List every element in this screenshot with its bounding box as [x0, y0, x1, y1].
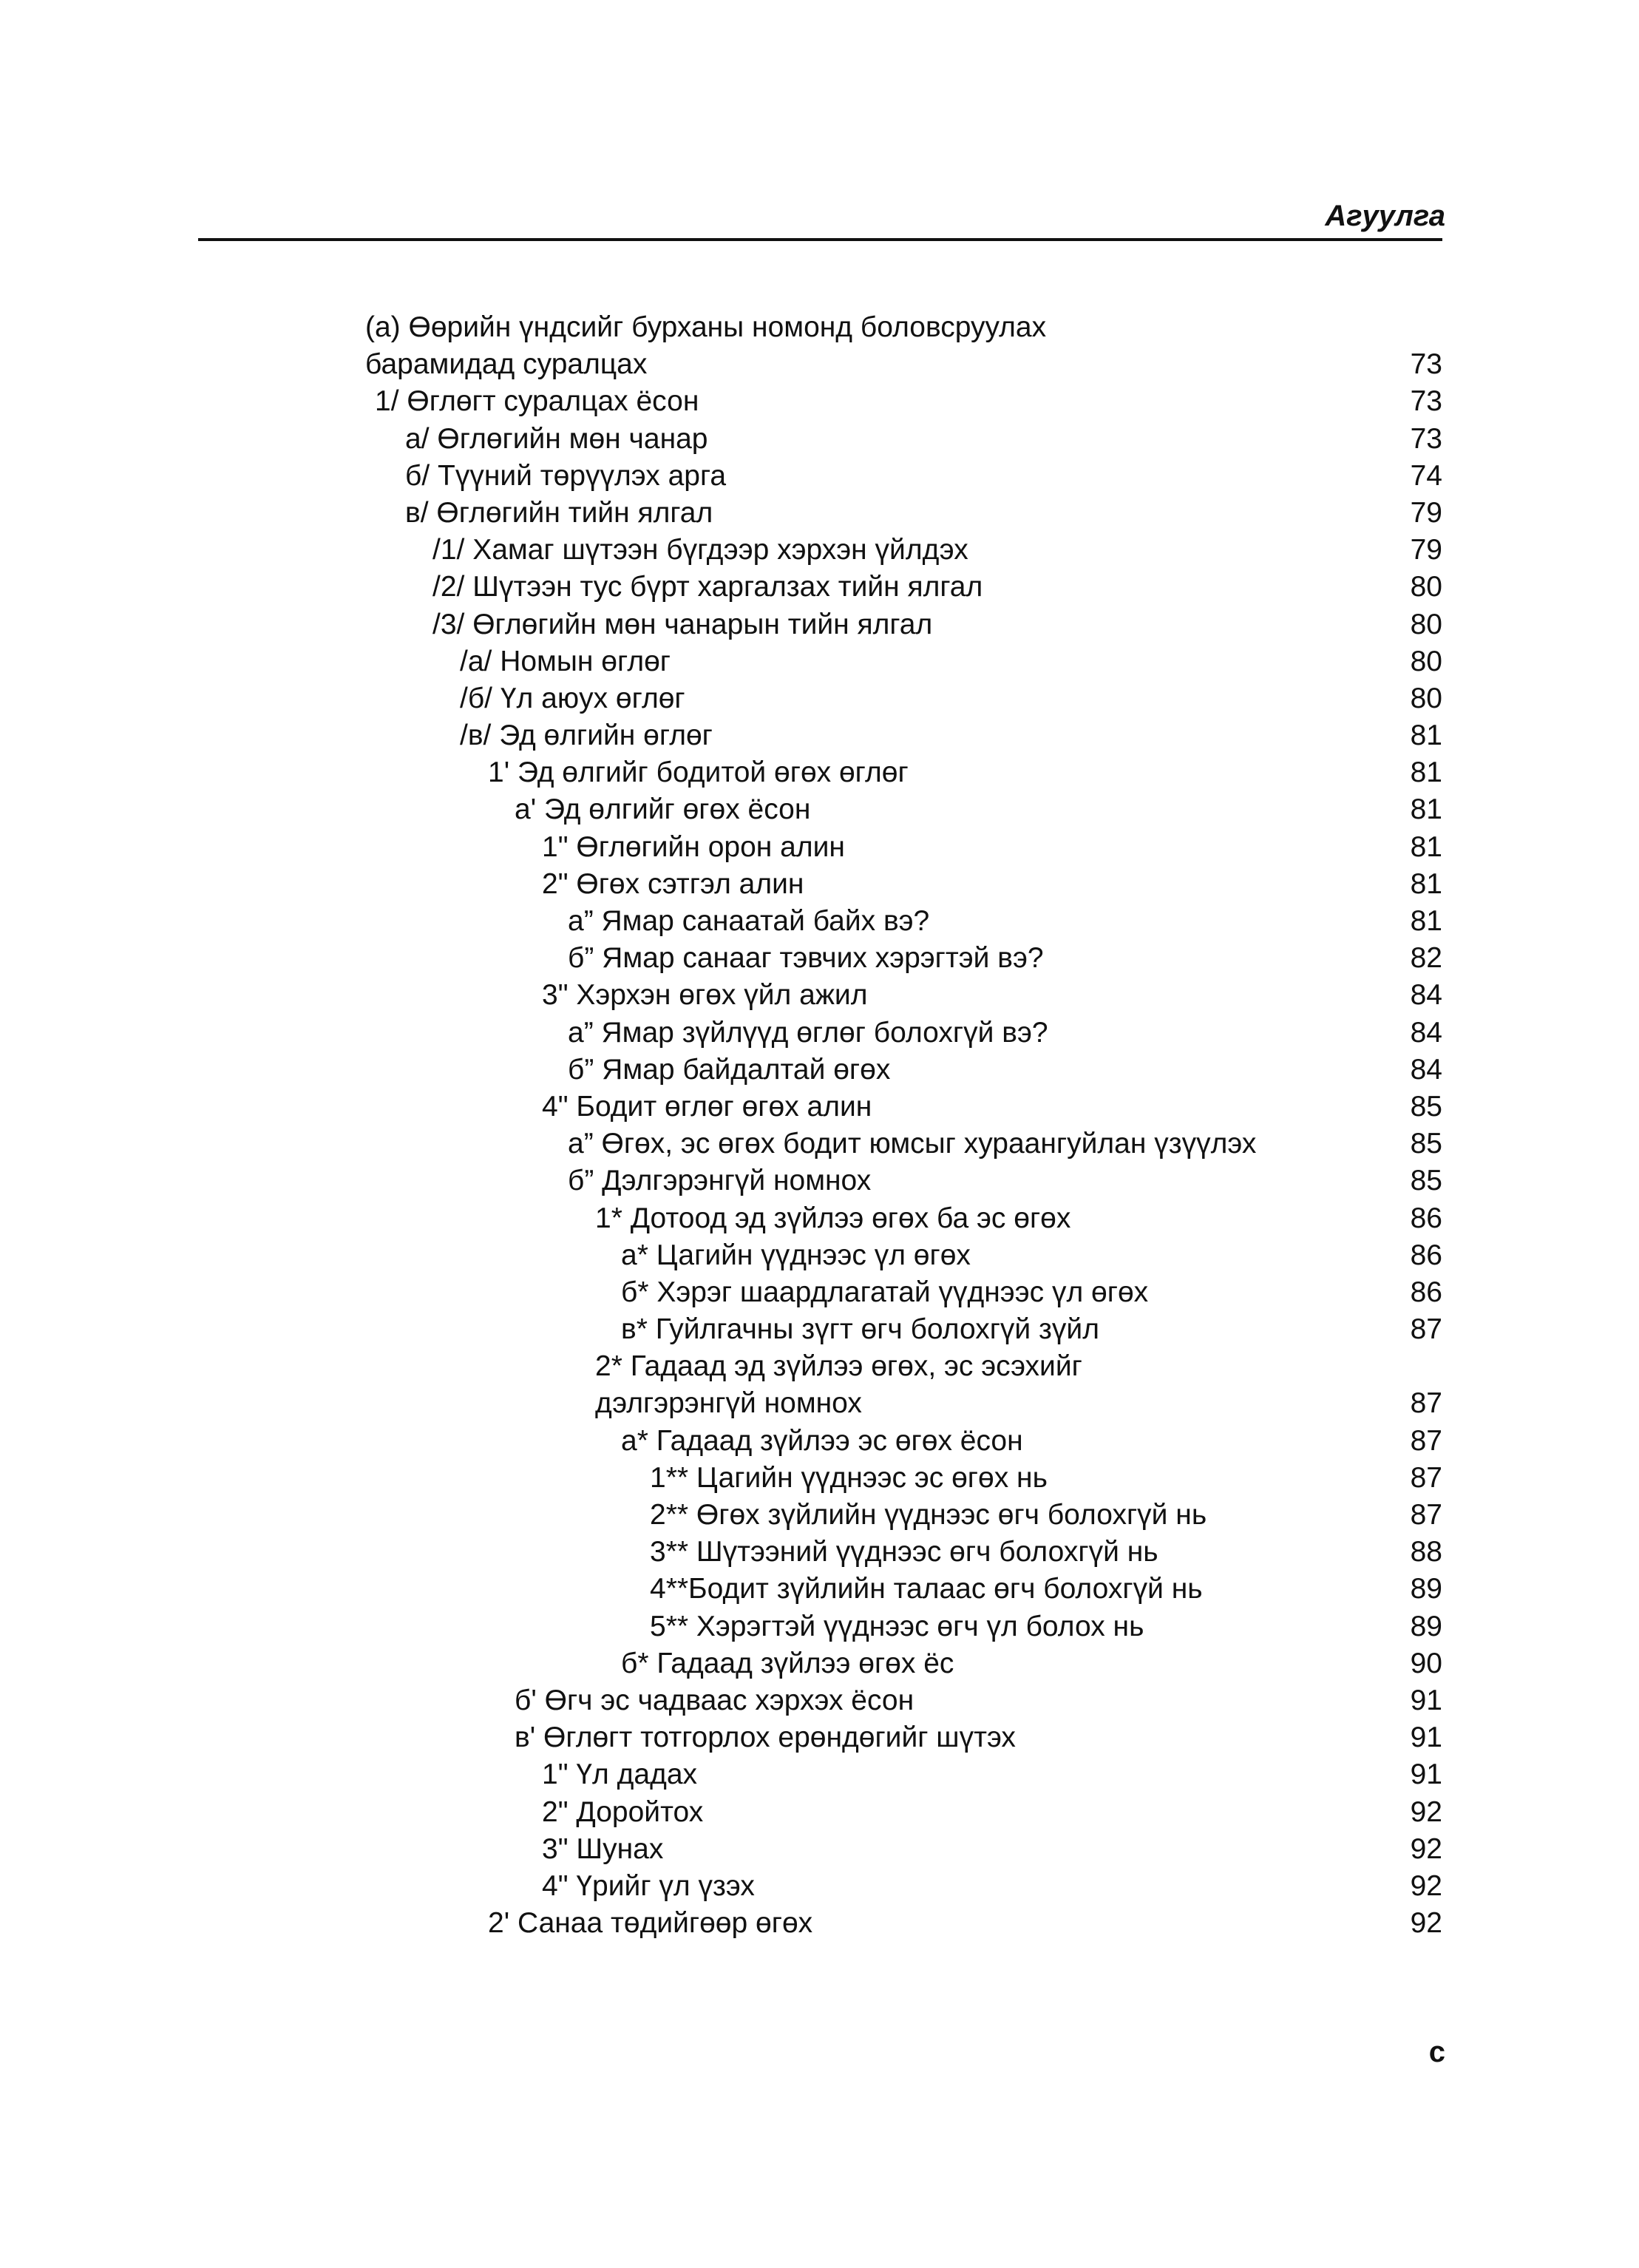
- toc-entry-page: 87: [1410, 1499, 1442, 1531]
- toc-entry-page: 80: [1410, 571, 1442, 603]
- toc-entry-page: 87: [1410, 1461, 1442, 1494]
- toc-entry-page: 81: [1410, 756, 1442, 789]
- toc-entry-label: дэлгэрэнгүй номнох: [595, 1387, 862, 1420]
- toc-entry-label: 3" Хэрхэн өгөх үйл ажил: [542, 979, 868, 1012]
- toc-entry: [0, 495, 1639, 532]
- table-of-contents: [0, 309, 1639, 1942]
- toc-entry-label: 2' Санаа төдийгөөр өгөх: [488, 1907, 813, 1940]
- toc-entry-page: 81: [1410, 793, 1442, 826]
- toc-entry-page: 81: [1410, 867, 1442, 900]
- toc-entry: [0, 1237, 1639, 1274]
- toc-entry-page: 80: [1410, 608, 1442, 640]
- toc-entry: [0, 1348, 1639, 1385]
- toc-entry-label: 3" Шунах: [542, 1832, 664, 1865]
- toc-entry: [0, 1831, 1639, 1868]
- toc-entry-label: а* Цагийн үүднээс үл өгөх: [621, 1239, 971, 1271]
- toc-entry: [0, 903, 1639, 940]
- toc-entry-label: 1** Цагийн үүднээс эс өгөх нь: [650, 1461, 1048, 1494]
- toc-entry: [0, 1608, 1639, 1645]
- toc-entry-label: а” Өгөх, эс өгөх бодит юмсыг хураангуйлан үзүүлэх: [568, 1128, 1257, 1160]
- toc-entry: [0, 1868, 1639, 1905]
- toc-entry-label: 5** Хэрэгтэй үүднээс өгч үл болох нь: [650, 1610, 1144, 1642]
- toc-entry-label: /2/ Шүтээн тус бүрт харгалзах тийн ялгал: [432, 571, 983, 603]
- toc-entry: [0, 1052, 1639, 1089]
- toc-entry-page: 86: [1410, 1239, 1442, 1271]
- toc-entry-label: 2* Гадаад эд зүйлээ өгөх, эс эсэхийг: [595, 1350, 1082, 1383]
- toc-entry-page: 91: [1410, 1684, 1442, 1716]
- toc-entry-page: 81: [1410, 720, 1442, 752]
- toc-entry: [0, 1719, 1639, 1756]
- toc-entry-label: 1" Үл дадах: [542, 1758, 698, 1791]
- toc-entry-label: (а) Өөрийн үндсийг бурханы номонд боловсруулах: [365, 311, 1047, 343]
- toc-entry: [0, 791, 1639, 828]
- toc-entry: [0, 1534, 1639, 1571]
- toc-entry: [0, 346, 1639, 383]
- toc-entry: [0, 829, 1639, 866]
- toc-entry-label: 1/ Өглөгт суралцах ёсон: [375, 385, 699, 418]
- toc-entry-label: 4**Бодит зүйлийн талаас өгч болохгүй нь: [650, 1573, 1203, 1605]
- page-number: с: [1428, 2036, 1445, 2068]
- toc-entry-label: б” Ямар байдалтай өгөх: [568, 1053, 891, 1086]
- toc-entry-page: 74: [1410, 459, 1442, 492]
- toc-entry-page: 79: [1410, 534, 1442, 566]
- toc-entry-page: 87: [1410, 1387, 1442, 1420]
- toc-entry: [0, 421, 1639, 458]
- toc-entry-label: в* Гуйлгачны зүгт өгч болохгүй зүйл: [621, 1313, 1099, 1346]
- toc-entry-page: 73: [1410, 422, 1442, 455]
- toc-entry: [0, 1645, 1639, 1682]
- toc-entry-page: 90: [1410, 1647, 1442, 1679]
- toc-entry: [0, 1497, 1639, 1534]
- toc-entry: [0, 569, 1639, 606]
- toc-entry-page: 82: [1410, 942, 1442, 975]
- toc-entry-page: 88: [1410, 1536, 1442, 1568]
- toc-entry: [0, 717, 1639, 754]
- toc-entry-label: а” Ямар санаатай байх вэ?: [568, 905, 930, 937]
- toc-entry-label: 2" Доройтох: [542, 1795, 704, 1828]
- toc-entry: [0, 1905, 1639, 1942]
- toc-entry: [0, 1794, 1639, 1831]
- toc-entry: [0, 383, 1639, 420]
- toc-entry-page: 86: [1410, 1276, 1442, 1308]
- toc-entry-label: 1* Дотоод эд зүйлээ өгөх ба эс өгөх: [595, 1202, 1071, 1234]
- toc-entry-label: а/ Өглөгийн мөн чанар: [405, 422, 708, 455]
- toc-entry: [0, 940, 1639, 977]
- toc-entry-page: 91: [1410, 1722, 1442, 1754]
- toc-entry-label: /а/ Номын өглөг: [460, 645, 671, 677]
- toc-entry-label: /в/ Эд өлгийн өглөг: [460, 720, 713, 752]
- toc-entry-label: барамидад суралцах: [365, 348, 648, 381]
- toc-entry-page: 89: [1410, 1573, 1442, 1605]
- toc-entry-page: 73: [1410, 385, 1442, 418]
- toc-entry: [0, 680, 1639, 717]
- toc-entry-page: 81: [1410, 905, 1442, 937]
- toc-entry: [0, 1571, 1639, 1608]
- toc-entry-label: а' Эд өлгийг өгөх ёсон: [515, 793, 811, 826]
- toc-entry-page: 84: [1410, 979, 1442, 1012]
- toc-entry-page: 80: [1410, 645, 1442, 677]
- toc-entry: [0, 1015, 1639, 1052]
- toc-entry-page: 87: [1410, 1313, 1442, 1346]
- toc-entry-label: б* Хэрэг шаардлагатай үүднээс үл өгөх: [621, 1276, 1149, 1308]
- toc-entry: [0, 1423, 1639, 1460]
- toc-entry-page: 92: [1410, 1869, 1442, 1902]
- toc-entry: [0, 1200, 1639, 1237]
- toc-entry: [0, 1311, 1639, 1348]
- toc-entry-label: /3/ Өглөгийн мөн чанарын тийн ялгал: [432, 608, 933, 640]
- toc-entry-label: б/ Түүний төрүүлэх арга: [405, 459, 727, 492]
- toc-entry: [0, 1682, 1639, 1719]
- toc-entry-page: 85: [1410, 1128, 1442, 1160]
- toc-entry-label: б* Гадаад зүйлээ өгөх ёс: [621, 1647, 954, 1679]
- toc-entry-page: 85: [1410, 1090, 1442, 1123]
- toc-entry: [0, 1756, 1639, 1793]
- toc-entry-page: 84: [1410, 1053, 1442, 1086]
- toc-entry-page: 84: [1410, 1016, 1442, 1049]
- toc-entry-label: в' Өглөгт тотгорлох ерөндөгийг шүтэх: [515, 1722, 1016, 1754]
- toc-entry-label: а” Ямар зүйлүүд өглөг болохгүй вэ?: [568, 1016, 1048, 1049]
- toc-entry-page: 79: [1410, 496, 1442, 529]
- toc-entry-label: /б/ Үл аюух өглөг: [460, 682, 685, 714]
- toc-entry: [0, 1460, 1639, 1497]
- toc-entry-page: 91: [1410, 1758, 1442, 1791]
- toc-entry: [0, 1125, 1639, 1162]
- toc-entry-page: 81: [1410, 830, 1442, 863]
- toc-entry: [0, 458, 1639, 495]
- toc-entry-page: 92: [1410, 1795, 1442, 1828]
- toc-entry-page: 87: [1410, 1424, 1442, 1457]
- toc-entry-label: 1" Өглөгийн орон алин: [542, 830, 845, 863]
- toc-entry-page: 85: [1410, 1165, 1442, 1197]
- toc-entry-page: 86: [1410, 1202, 1442, 1234]
- toc-entry-page: 92: [1410, 1832, 1442, 1865]
- toc-entry-label: 1' Эд өлгийг бодитой өгөх өглөг: [488, 756, 909, 789]
- toc-entry: [0, 754, 1639, 791]
- toc-entry-label: 3** Шүтээний үүднээс өгч болохгүй нь: [650, 1536, 1158, 1568]
- toc-entry-page: 89: [1410, 1610, 1442, 1642]
- toc-entry-page: 73: [1410, 348, 1442, 381]
- toc-entry-label: б” Ямар санааг тэвчих хэрэгтэй вэ?: [568, 942, 1044, 975]
- toc-entry: [0, 1162, 1639, 1199]
- toc-entry: [0, 1385, 1639, 1422]
- toc-entry: [0, 606, 1639, 643]
- toc-entry: [0, 532, 1639, 569]
- toc-entry: [0, 1274, 1639, 1311]
- toc-entry-label: 2" Өгөх сэтгэл алин: [542, 867, 804, 900]
- toc-entry-page: 80: [1410, 682, 1442, 714]
- toc-entry: [0, 643, 1639, 680]
- header-rule: [198, 238, 1442, 241]
- toc-entry: [0, 866, 1639, 903]
- toc-entry-label: б” Дэлгэрэнгүй номнох: [568, 1165, 872, 1197]
- toc-entry-label: 2** Өгөх зүйлийн үүднээс өгч болохгүй нь: [650, 1499, 1207, 1531]
- toc-entry-page: 92: [1410, 1907, 1442, 1940]
- toc-entry-label: а* Гадаад зүйлээ эс өгөх ёсон: [621, 1424, 1023, 1457]
- toc-entry-label: в/ Өглөгийн тийн ялгал: [405, 496, 713, 529]
- toc-entry-label: б' Өгч эс чадваас хэрхэх ёсон: [515, 1684, 914, 1716]
- toc-entry: [0, 1089, 1639, 1125]
- header-title: Агуулга: [1325, 200, 1445, 232]
- toc-entry-label: 4" Бодит өглөг өгөх алин: [542, 1090, 872, 1123]
- toc-entry-label: /1/ Хамаг шүтээн бүгдээр хэрхэн үйлдэх: [432, 534, 968, 566]
- toc-entry: [0, 309, 1639, 346]
- toc-entry: [0, 977, 1639, 1014]
- toc-entry-label: 4" Үрийг үл үзэх: [542, 1869, 755, 1902]
